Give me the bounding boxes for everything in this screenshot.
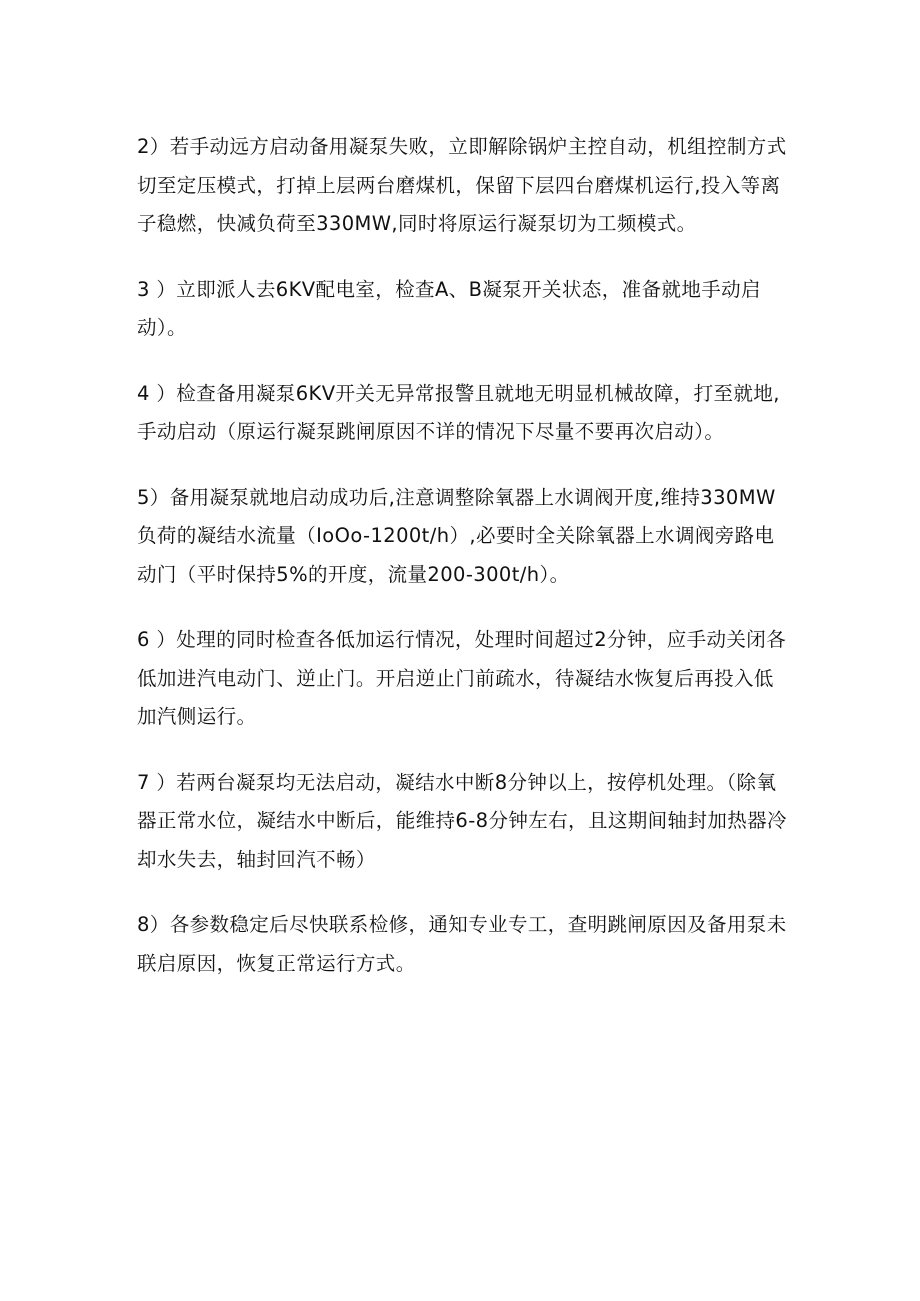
paragraph-step-6: 6 ）处理的同时检查各低加运行情况，处理时间超过2分钟，应手动关闭各低加进汽电动门、逆止门。开启逆止门前疏水，待凝结水恢复后再投入低加汽侧运行。: [137, 628, 787, 728]
paragraph-gap: [137, 737, 787, 764]
document-body: [137, 128, 787, 983]
paragraph-step-4: 4 ）检查备用凝泵6KV开关无异常报警且就地无明显机械故障，打至就地,手动启动（原运行凝泵跳闸原因不详的情况下尽量不要再次启动）。: [137, 381, 780, 443]
paragraph-step-8: 8）各参数稳定后尽快联系检修，通知专业专工，查明跳闸原因及备用泵未联启原因，恢复正常运行方式。: [137, 913, 787, 975]
paragraph-step-7: 7 ）若两台凝泵均无法启动，凝结水中断8分钟以上，按停机处理。（除氧器正常水位，凝结水中断后，能维持6-8分钟左右，且这期间轴封加热器冷却水失去，轴封回汽不畅）: [137, 770, 787, 871]
paragraph-gap: [137, 244, 787, 271]
paragraph-step-5: 5）备用凝泵就地启动成功后,注意调整除氧器上水调阀开度,维持330MW负荷的凝结水流量（IoOo-1200t∕h）,必要时全关除氧器上水调阀旁路电动门（平时保持5%的开度，流量200-300t∕h）。: [137, 485, 776, 586]
paragraph-gap: [137, 594, 787, 621]
paragraph-gap: [137, 879, 787, 906]
paragraph-step-3: 3 ）立即派人去6KV配电室，检查A、B凝泵开关状态，准备就地手动启动）。: [137, 277, 761, 339]
paragraph-step-2: 2）若手动远方启动备用凝泵失败，立即解除锅炉主控自动，机组控制方式切至定压模式，打掉上层两台磨煤机，保留下层四台磨煤机运行,投入等离子稳燃，快减负荷至330MW,同时将原运行凝泵切为工频模式。: [137, 135, 787, 235]
paragraph-gap: [137, 452, 787, 479]
paragraph-gap: [137, 348, 787, 375]
